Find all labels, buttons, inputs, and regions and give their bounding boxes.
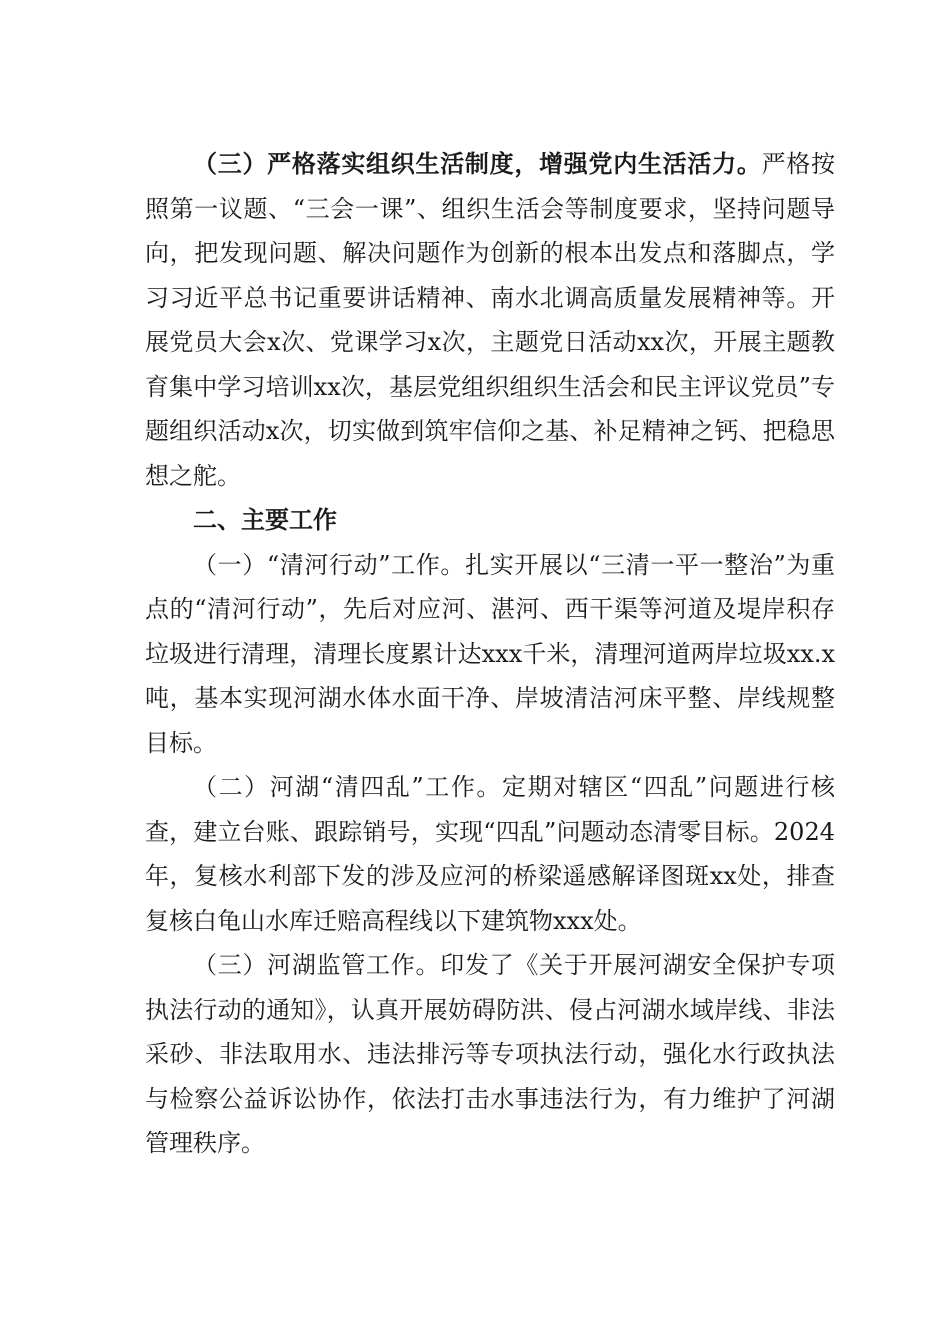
paragraph-clear-river — [145, 543, 835, 766]
paragraph-four-chaos — [145, 765, 835, 943]
paragraph-lead: （三）河湖监管工作。 — [193, 951, 441, 979]
paragraph-river-supervision — [145, 943, 835, 1166]
section-heading: 二、主要工作 — [193, 506, 337, 534]
document-body — [145, 142, 835, 1166]
paragraph-text: 定期对辖区“四乱”问题进行核查，建立台账、跟踪销号，实现“四乱”问题动态清零目标。2024年，复核水利部下发的涉及应河的桥梁遥感解译图斑xx处，排查复核白龟山水库迁赔高程线以下建筑物xxx处。 — [145, 773, 835, 935]
paragraph-text: 严格按照第一议题、“三会一课”、组织生活会等制度要求，坚持问题导向，把发现问题、解决问题作为创新的根本出发点和落脚点，学习习近平总书记重要讲话精神、南水北调高质量发展精神等。开展党员大会x次、党课学习x次，主题党日活动xx次，开展主题教育集中学习培训xx次，基层党组织组织生活会和民主评议党员”专题组织活动x次，切实做到筑牢信仰之基、补足精神之钙、把稳思想之舵。 — [145, 150, 836, 490]
paragraph-lead: （一）“清河行动”工作。 — [193, 550, 466, 579]
paragraph-organization-life — [145, 142, 835, 498]
paragraph-lead: （三）严格落实组织生活制度，增强党内生活活力。 — [193, 149, 762, 178]
paragraph-text: 印发了《关于开展河湖安全保护专项执法行动的通知》，认真开展妨碍防洪、侵占河湖水域岸线、非法采砂、非法取用水、违法排污等专项执法行动，强化水行政执法与检察公益诉讼协作，依法打击水事违法行为，有力维护了河湖管理秩序。 — [145, 951, 836, 1157]
paragraph-lead: （二）河湖“清四乱”工作。 — [193, 773, 502, 801]
paragraph-text: 扎实开展以“三清一平一整治”为重点的“清河行动”，先后对应河、湛河、西干渠等河道及堤岸积存垃圾进行清理，清理长度累计达xxx千米，清理河道两岸垃圾xx.x吨，基本实现河湖水体水面干净、岸坡清洁河床平整、岸线规整目标。 — [145, 550, 835, 757]
